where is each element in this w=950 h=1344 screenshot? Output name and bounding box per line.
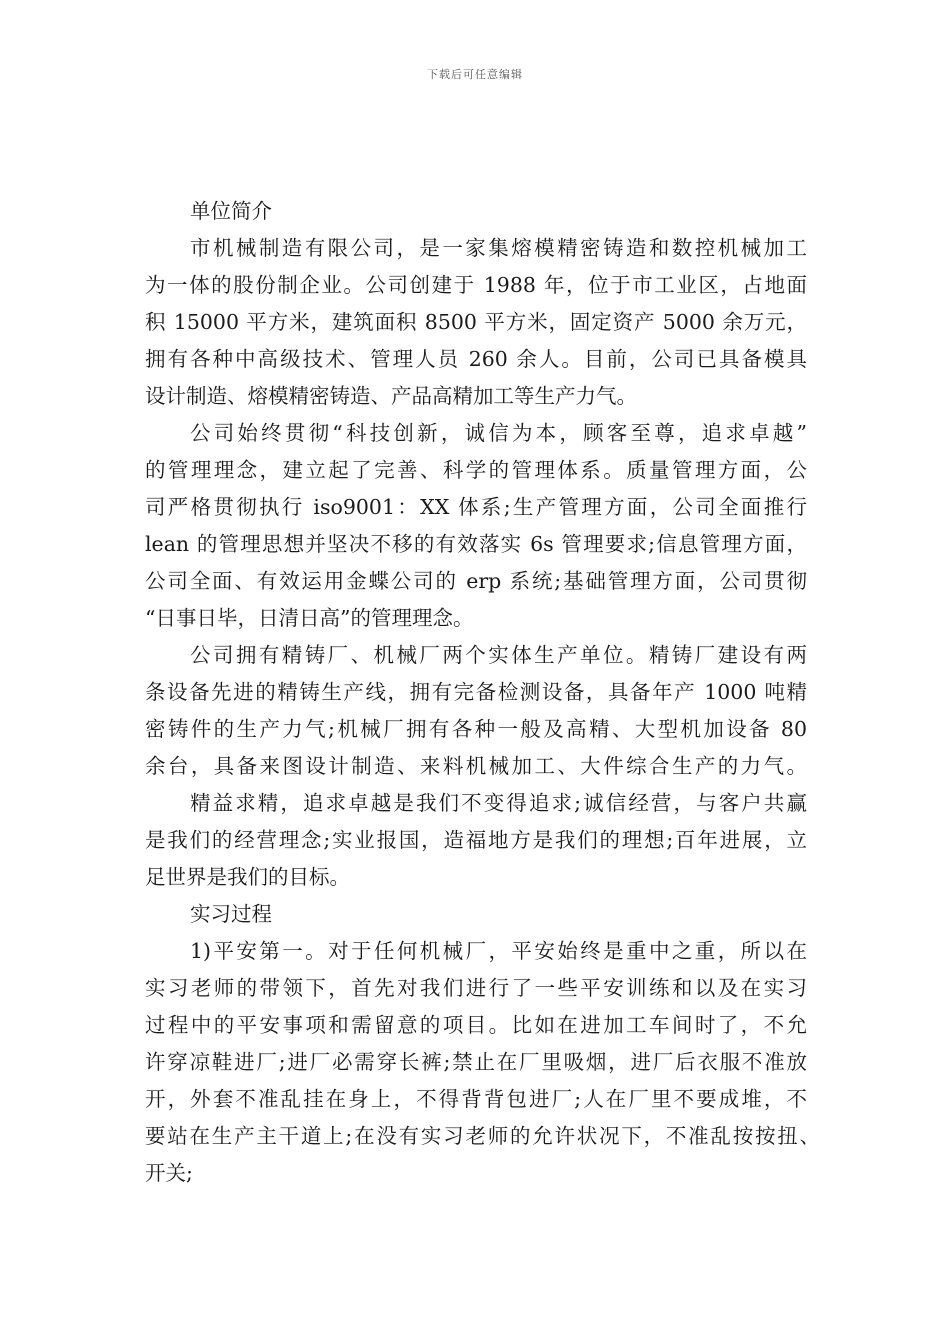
paragraph-line: 精益求精，追求卓越是我们不变得追求;诚信经营，与客户共赢: [190, 791, 807, 815]
paragraph-line: 市机械制造有限公司，是一家集熔模精密铸造和数控机械加工: [190, 236, 807, 260]
page-header: 下载后可任意编辑: [427, 68, 523, 81]
section-heading-company-intro: 单位简介: [190, 199, 272, 223]
paragraph-line: 过程中的平安事项和需留意的项目。比如在进加工车间时了，不允: [145, 1013, 807, 1037]
paragraph-line: 1)平安第一。对于任何机械厂，平安始终是重中之重，所以在: [190, 939, 807, 963]
paragraph-line: 公司全面、有效运用金蝶公司的 erp 系统;基础管理方面，公司贯彻: [145, 569, 807, 593]
paragraph-line: 积 15000 平方米，建筑面积 8500 平方米，固定资产 5000 余万元，: [145, 310, 807, 334]
paragraph-line: 余台，具备来图设计制造、来料机械加工、大件综合生产的力气。: [145, 754, 807, 778]
paragraph-line: 拥有各种中高级技术、管理人员 260 余人。目前，公司已具备模具: [145, 347, 807, 371]
paragraph-line: “日事日毕，日清日高”的管理理念。: [145, 606, 474, 630]
paragraph-line: 设计制造、熔模精密铸造、产品高精加工等生产力气。: [145, 384, 637, 408]
paragraph-line: 开，外套不准乱挂在身上，不得背背包进厂;人在厂里不要成堆，不: [145, 1087, 807, 1111]
paragraph-line: 公司拥有精铸厂、机械厂两个实体生产单位。精铸厂建设有两: [190, 643, 807, 667]
section-heading-internship-process: 实习过程: [190, 902, 272, 926]
paragraph-line: 足世界是我们的目标。: [145, 865, 350, 889]
paragraph-line: 许穿凉鞋进厂;进厂必需穿长裤;禁止在厂里吸烟，进厂后衣服不准放: [145, 1050, 807, 1074]
document-body: [145, 193, 820, 1192]
paragraph-line: 公司始终贯彻“科技创新，诚信为本，顾客至尊，追求卓越”: [190, 421, 807, 445]
paragraph-line: 条设备先进的精铸生产线，拥有完备检测设备，具备年产 1000 吨精: [145, 680, 807, 704]
paragraph-line: 密铸件的生产力气;机械厂拥有各种一般及高精、大型机加设备 80: [145, 717, 807, 741]
paragraph-line: 要站在生产主干道上;在没有实习老师的允许状况下，不准乱按按扭、: [145, 1124, 820, 1148]
paragraph-line: 的管理理念，建立起了完善、科学的管理体系。质量管理方面，公: [145, 458, 807, 482]
paragraph-line: 开关;: [145, 1161, 193, 1185]
paragraph-line: 是我们的经营理念;实业报国，造福地方是我们的理想;百年进展，立: [145, 828, 807, 852]
paragraph-line: lean 的管理思想并坚决不移的有效落实 6s 管理要求;信息管理方面，: [145, 532, 807, 556]
paragraph-line: 实习老师的带领下，首先对我们进行了一些平安训练和以及在实习: [145, 976, 807, 1000]
paragraph-line: 为一体的股份制企业。公司创建于 1988 年，位于市工业区，占地面: [145, 273, 807, 297]
paragraph-line: 司严格贯彻执行 iso9001：XX 体系;生产管理方面，公司全面推行: [145, 495, 807, 519]
